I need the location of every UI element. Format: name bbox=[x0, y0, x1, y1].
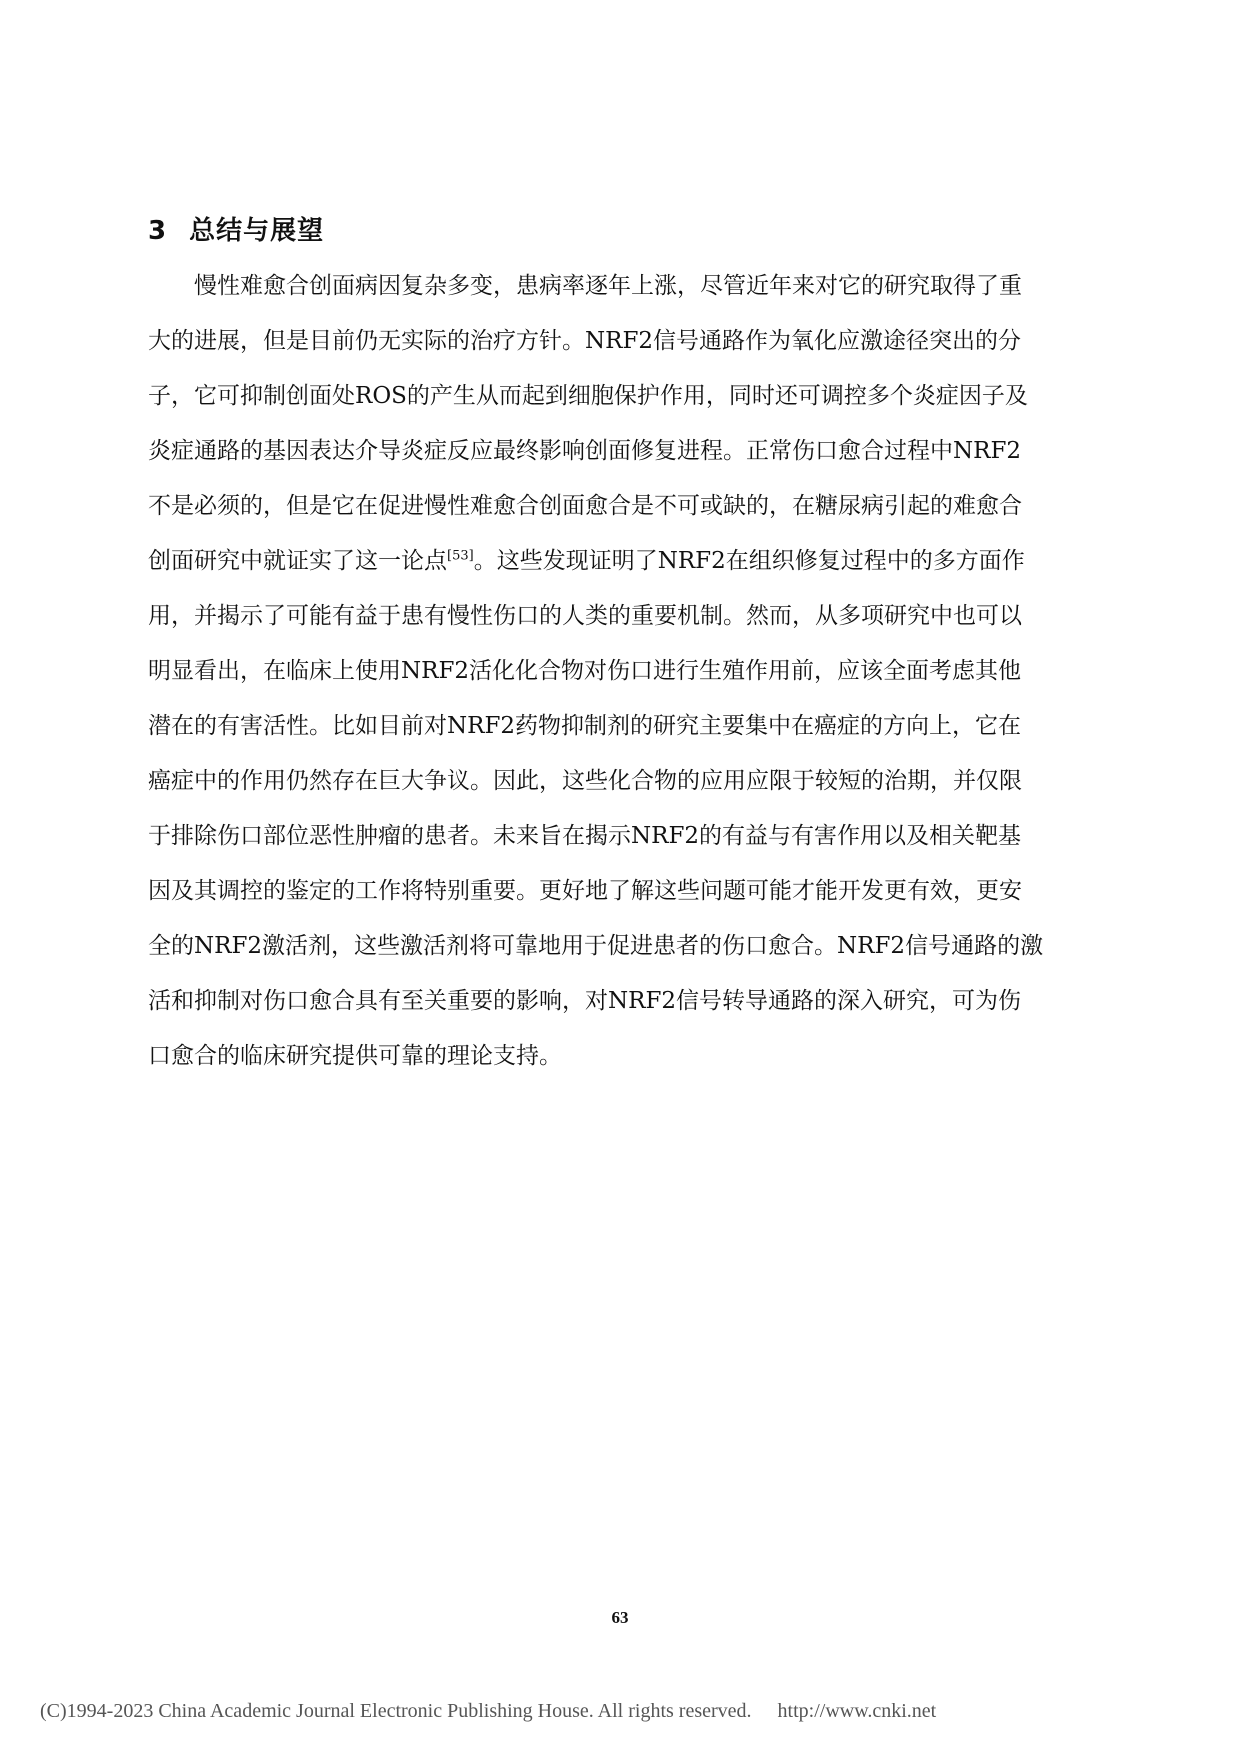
page-number: 63 bbox=[611, 1608, 629, 1627]
section-heading bbox=[148, 210, 324, 247]
paragraph-line-8: 明显看出，在临床上使用NRF2活化化合物对伤口进行生殖作用前，应该全面考虑其他 bbox=[148, 658, 1022, 684]
paragraph-line-3: 子，它可抑制创面处ROS的产生从而起到细胞保护作用，同时还可调控多个炎症因子及 bbox=[148, 383, 1028, 409]
paragraph-line-12: 因及其调控的鉴定的工作将特别重要。更好地了解这些问题可能才能开发更有效，更安 bbox=[148, 878, 1022, 904]
body-paragraph bbox=[148, 264, 1100, 1089]
paragraph-line-15: 口愈合的临床研究提供可靠的理论支持。 bbox=[148, 1043, 562, 1069]
paragraph-line-6 bbox=[148, 539, 1100, 594]
paragraph-line-11: 于排除伤口部位恶性肿瘤的患者。未来旨在揭示NRF2的有益与有害作用以及相关靶基 bbox=[148, 823, 1022, 849]
paragraph-line-5: 不是必须的，但是它在促进慢性难愈合创面愈合是不可或缺的，在糖尿病引起的难愈合 bbox=[148, 493, 1022, 519]
citation-reference: [53] bbox=[447, 548, 474, 564]
paragraph-line-4: 炎症通路的基因表达介导炎症反应最终影响创面修复进程。正常伤口愈合过程中NRF2 bbox=[148, 438, 1022, 464]
footer-url-link[interactable]: http://www.cnki.net bbox=[777, 1700, 937, 1722]
paragraph-line-10: 癌症中的作用仍然存在巨大争议。因此，这些化合物的应用应限于较短的治期，并仅限 bbox=[148, 768, 1022, 794]
copyright-notice: (C)1994-2023 China Academic Journal Electronic Publishing House. All rights reserved. bbox=[40, 1700, 752, 1722]
section-title: 总结与展望 bbox=[189, 216, 325, 246]
paragraph-line-2: 大的进展，但是目前仍无实际的治疗方针。NRF2信号通路作为氧化应激途径突出的分 bbox=[148, 328, 1022, 354]
paragraph-line-9: 潜在的有害活性。比如目前对NRF2药物抑制剂的研究主要集中在癌症的方向上，它在 bbox=[148, 713, 1022, 739]
line-6-text-after-citation: 。这些发现证明了NRF2在组织修复过程中的多方面作 bbox=[473, 548, 1025, 574]
paragraph-line-14: 活和抑制对伤口愈合具有至关重要的影响，对NRF2信号转导通路的深入研究，可为伤 bbox=[148, 988, 1022, 1014]
paragraph-line-1: 慢性难愈合创面病因复杂多变，患病率逐年上涨，尽管近年来对它的研究取得了重 bbox=[194, 273, 1022, 299]
line-6-text-before-citation: 创面研究中就证实了这一论点 bbox=[148, 548, 447, 574]
section-number: 3 bbox=[148, 216, 168, 246]
copyright-footer bbox=[40, 1700, 936, 1723]
paragraph-line-13: 全的NRF2激活剂，这些激活剂将可靠地用于促进患者的伤口愈合。NRF2信号通路的激 bbox=[148, 933, 1044, 959]
paragraph-line-7: 用，并揭示了可能有益于患有慢性伤口的人类的重要机制。然而，从多项研究中也可以 bbox=[148, 603, 1022, 629]
